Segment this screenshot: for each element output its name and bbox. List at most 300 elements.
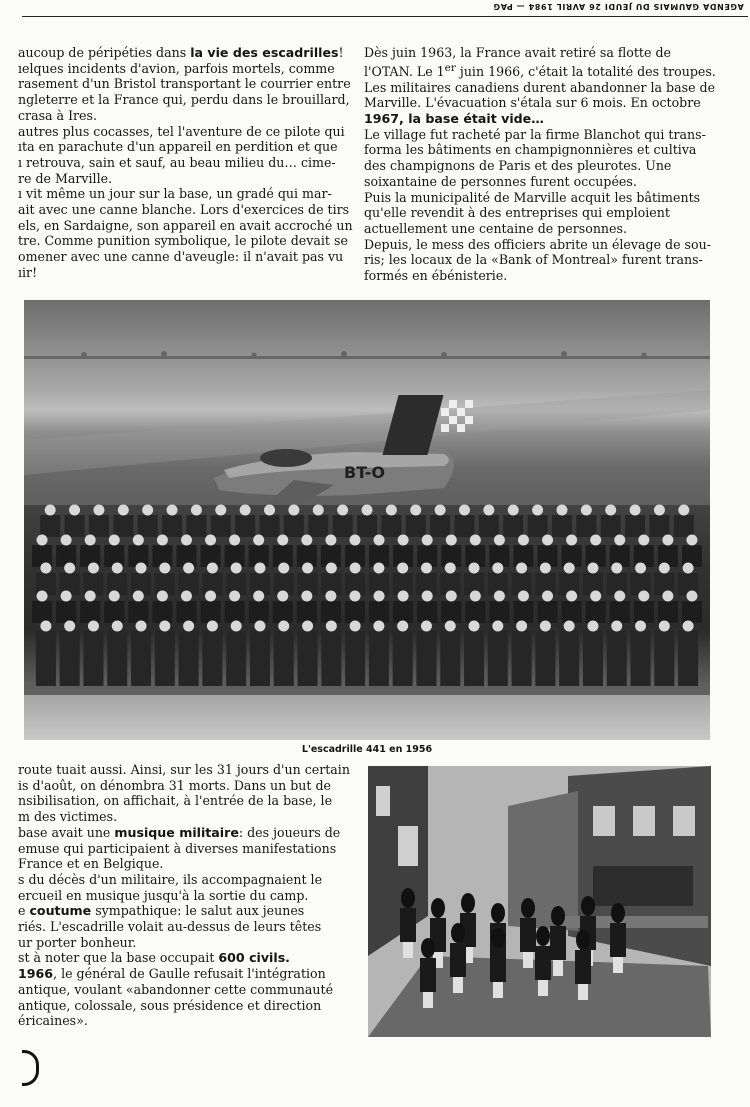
airman-head [494,535,505,546]
text-line [18,1013,358,1029]
text-line [18,92,358,108]
text-line [364,61,716,80]
airman-body [682,601,702,623]
airman-body [128,601,148,623]
airman-body [274,631,294,686]
airman-head [37,535,48,546]
airman-head [386,505,397,516]
airman-body [202,631,222,686]
airman-head [302,563,313,574]
airman-head [181,535,192,546]
airman-body [440,631,460,686]
text-line [18,762,358,778]
airman-head [191,505,202,516]
airman-head [398,535,409,546]
airman-body [284,515,304,537]
airman-head [556,505,567,516]
line-text: ! [338,45,344,60]
airman-head [532,505,543,516]
airman-head [277,591,288,602]
airman-body [152,601,172,623]
text-line [364,205,710,221]
piper-legs [613,957,623,973]
airman-head [410,505,421,516]
airman-body [479,515,499,537]
line-text: route tuait aussi. Ainsi, sur les 31 jours d'un certain [18,762,350,777]
line-text: base avait une [18,824,115,840]
airman-head [686,591,697,602]
line-text: qu'elle revendit à des entreprises qui emploient [364,205,670,221]
airman-body [649,515,669,537]
airman-head [373,621,384,632]
airman-head [278,621,289,632]
airman-head [605,505,616,516]
text-line [18,45,358,61]
airman-body [528,515,548,537]
airman-head [445,621,456,632]
airman-head [301,591,312,602]
airman-head [349,535,360,546]
airman-head [611,621,622,632]
airman-head [142,505,153,516]
airman-head [313,505,324,516]
airman-body [430,515,450,537]
airman-head [61,591,72,602]
text-line [18,841,358,857]
airman-head [614,535,625,546]
airman-head [566,591,577,602]
airman-head [397,621,408,632]
line-text: des champignons de Paris et des pleurotes. Une [364,158,672,174]
airman-head [109,591,120,602]
airman-head [564,621,575,632]
airman-head [325,535,336,546]
line-text: ı vit même un jour sur la base, un gradé qui mar- [18,186,332,202]
airman-head [397,563,408,574]
superscript: er [444,61,456,74]
text-line [18,202,358,218]
airman-head [109,535,120,546]
text-line [18,218,358,234]
line-text: Depuis, le mess des officiers abrite un élevage de sou- [364,236,711,252]
airman-body [273,601,293,623]
bold-phrase: 1966 [18,966,54,982]
airman-body [179,631,199,686]
bold-phrase: coutume [29,903,92,919]
line-text: omener avec une canne d'aveugle: il n'avait pas vu [18,249,344,265]
airman-body [308,515,328,537]
airman-body [345,631,365,686]
airman-head [207,621,218,632]
piper-body [450,943,466,977]
airman-body [89,515,109,537]
airman-head [662,591,673,602]
airman-body [535,631,555,686]
airman-head [446,591,457,602]
airman-head [374,591,385,602]
airman-body [607,631,627,686]
piper-legs [453,977,463,993]
bearskin-hat [581,896,595,916]
airman-body [416,631,436,686]
airman-head [630,505,641,516]
airman-head [326,563,337,574]
airman-head [205,591,216,602]
airman-body [321,631,341,686]
airman-head [459,505,470,516]
airman-head [587,621,598,632]
airman-head [277,535,288,546]
text-line [364,158,710,174]
airman-head [349,591,360,602]
text-line [18,935,358,951]
text-line [18,825,358,841]
airman-body [155,631,175,686]
airman-body [552,515,572,537]
airman-head [64,621,75,632]
piper-body [490,948,506,982]
airman-head [40,621,51,632]
airman-head [659,621,670,632]
bearskin-hat [576,930,590,950]
line-text: soixantaine de personnes furent occupées. [364,173,637,189]
line-text: ıelques incidents d'avion, parfois mortels, comme [18,60,335,76]
airman-head [183,563,194,574]
airman-head [326,621,337,632]
airman-head [229,591,240,602]
line-text: e [18,903,30,919]
text-line [364,174,710,190]
line-text: forma les bâtiments en champignonnières et cultiva [364,142,697,158]
airman-body [176,601,196,623]
line-text: : des joueurs de [238,824,341,840]
pipe-band-photo [368,766,711,1037]
airman-head [659,563,670,574]
line-text: riés. L'escadrille volait au-dessus de leurs têtes [18,919,322,935]
airman-body [559,631,579,686]
airman-head [611,563,622,574]
airman-body [298,631,318,686]
airman-body [658,601,678,623]
airman-body [333,515,353,537]
text-line [364,127,710,143]
airman-head [254,621,265,632]
piper-legs [493,982,503,998]
line-text: ait avec une canne blanche. Lors d'exercices de tirs [18,202,350,218]
piper-legs [423,992,433,1008]
text-line [364,252,710,268]
line-text: aucoup de péripéties dans [18,45,191,60]
airman-head [231,621,242,632]
airman-body [393,631,413,686]
airman-head [654,505,665,516]
bearskin-hat [536,926,550,946]
airman-body [235,515,255,537]
airman-body [260,515,280,537]
bold-phrase: la vie des escadrilles [190,45,339,60]
airman-head [445,563,456,574]
text-line [18,171,358,187]
airman-body [211,515,231,537]
airman-head [422,591,433,602]
piper-body [400,908,416,942]
airman-head [614,591,625,602]
line-text: Le village fut racheté par la firme Blanchot qui trans- [364,126,706,142]
text-line [364,142,710,158]
airman-body [654,631,674,686]
airman-body [489,601,509,623]
line-text: l'OTAN. Le 1 [364,63,445,79]
airman-head [37,591,48,602]
airman-head [492,621,503,632]
airman-head [61,535,72,546]
airman-head [301,535,312,546]
airman-head [85,535,96,546]
bearskin-hat [461,893,475,913]
text-line [18,982,358,998]
airman-head [88,563,99,574]
top-right-column [364,45,716,284]
top-left-column [18,45,358,281]
airman-body [201,601,221,623]
airman-head [337,505,348,516]
text-line [18,139,358,155]
airman-head [635,563,646,574]
airman-body [381,515,401,537]
bearskin-hat [491,928,505,948]
line-text: crasa à Ires. [18,107,97,123]
text-line [364,237,710,253]
text-line [18,108,358,124]
line-text: France et en Belgique. [18,856,164,872]
airman-head [88,621,99,632]
text-line [364,111,710,127]
airman-body [576,515,596,537]
airman-head [542,591,553,602]
piper-body [420,958,436,992]
line-text: Puis la municipalité de Marville acquit les bâtiments [364,189,701,205]
airman-head [581,505,592,516]
airman-body [488,631,508,686]
airman-head [229,535,240,546]
airman-body [186,515,206,537]
airman-head [231,563,242,574]
airman-body [674,515,694,537]
airman-head [590,591,601,602]
airman-head [516,621,527,632]
airman-head [205,535,216,546]
text-line [18,872,358,888]
airman-body [321,601,341,623]
line-text: éricaines». [18,1013,88,1029]
airman-head [540,621,551,632]
airman-head [518,591,529,602]
line-text: ur porter bonheur. [18,934,137,950]
line-text: els, en Sardaigne, son appareil en avait accroché un [18,217,353,233]
text-line [18,809,358,825]
sabre-jet [214,395,473,515]
photo-caption: L'escadrille 441 en 1956 [301,744,433,755]
airman-body [60,631,80,686]
airman-body [249,601,269,623]
line-text: formés en ébénisterie. [364,268,508,284]
airman-head [516,563,527,574]
airman-body [512,631,532,686]
airman-head [215,505,226,516]
piper-body [610,923,626,957]
airman-body [131,631,151,686]
text-line [18,265,358,281]
airman-body [226,631,246,686]
airman-head [683,563,694,574]
airman-head [542,535,553,546]
airman-body [250,631,270,686]
airman-head [325,591,336,602]
line-text: m des victimes. [18,809,118,825]
bearskin-hat [551,906,565,926]
text-line [18,950,358,966]
airman-head [470,591,481,602]
airman-body [138,515,158,537]
text-line [18,903,358,919]
line-text: actuellement une centaine de personnes. [364,220,627,236]
airman-head [64,563,75,574]
bold-phrase: 1967, la base était vide… [364,111,544,126]
airman-body [562,601,582,623]
airman-head [469,563,480,574]
airman-body [464,631,484,686]
piper-legs [403,942,413,958]
text-line [18,249,358,265]
text-line [18,888,358,904]
airman-head [159,563,170,574]
airman-body [503,515,523,537]
bearskin-hat [421,938,435,958]
text-line [18,76,358,92]
airman-body [441,601,461,623]
airman-body [113,515,133,537]
airman-head [398,591,409,602]
line-text: antique, voulant «abandonner cette communauté [18,981,334,997]
line-text: re de Marville. [18,170,113,186]
airman-head [422,535,433,546]
airman-head [446,535,457,546]
aircraft-code: BT-O [344,463,385,482]
airman-head [362,505,373,516]
airman-head [136,621,147,632]
bearskin-hat [451,923,465,943]
text-line [364,45,710,61]
bearskin-hat [521,898,535,918]
airman-head [40,563,51,574]
airman-head [508,505,519,516]
airman-body [162,515,182,537]
airman-head [207,563,218,574]
airman-head [638,535,649,546]
text-line [18,186,358,202]
line-text: st à noter que la base occupait [18,950,219,966]
piper-legs [538,980,548,996]
airman-head [350,563,361,574]
bearskin-hat [431,898,445,918]
airman-head [435,505,446,516]
text-line [18,233,358,249]
airman-body [538,601,558,623]
airman-head [635,621,646,632]
airman-body [80,601,100,623]
airman-head [240,505,251,516]
airman-head [112,563,123,574]
airman-body [406,515,426,537]
airman-head [69,505,80,516]
airman-head [85,591,96,602]
airman-body [631,631,651,686]
airman-head [278,563,289,574]
text-line [18,155,358,171]
airman-head [254,563,265,574]
airman-head [470,535,481,546]
airman-head [350,621,361,632]
airman-body [583,631,603,686]
airman-head [492,563,503,574]
piper-legs [523,952,533,968]
line-text: Marville. L'évacuation s'étala sur 6 mois. En octobre [364,95,701,111]
airman-head [253,535,264,546]
airman-head [167,505,178,516]
line-text: ı retrouva, sain et sauf, au beau milieu du… cime- [18,154,336,170]
line-text: Dès juin 1963, la France avait retiré sa flotte de [364,45,671,60]
piper-body [575,950,591,984]
text-line [364,79,716,96]
bearskin-hat [491,903,505,923]
airman-body [369,601,389,623]
airman-head [540,563,551,574]
airman-head [133,535,144,546]
text-line [18,919,358,935]
airman-head [157,535,168,546]
line-text: ercueil en musique jusqu'à la sortie du camp. [18,887,309,903]
line-text: emuse qui participaient à diverses manifestations [18,840,337,856]
airman-head [469,621,480,632]
airman-body [83,631,103,686]
airman-head [264,505,275,516]
bold-phrase: 600 civils. [218,950,290,966]
airman-head [662,535,673,546]
line-text: nsibilisation, on affichait, à l'entrée de la base, le [18,793,333,809]
squadron-group-photo [24,300,710,740]
text-line [364,95,710,111]
text-line [18,61,358,77]
line-text: tre. Comme punition symbolique, le pilote devait se [18,233,348,249]
running-title: AGENDA GAUMAIS DU JEUDI 26 AVRIL 1984 — PAG [493,2,744,11]
bearskin-hat [401,888,415,908]
airman-head [159,621,170,632]
airman-head [118,505,129,516]
airman-head [133,591,144,602]
airman-head [93,505,104,516]
line-text: ngleterre et la France qui, perdu dans le brouillard, [18,92,350,108]
airman-body [634,601,654,623]
airman-body [357,515,377,537]
piper-body [520,918,536,952]
airman-body [625,515,645,537]
piper-legs [578,984,588,1000]
airman-head [421,563,432,574]
text-line [18,124,358,140]
piper-body [550,926,566,960]
airman-body [513,601,533,623]
text-line [18,793,358,809]
